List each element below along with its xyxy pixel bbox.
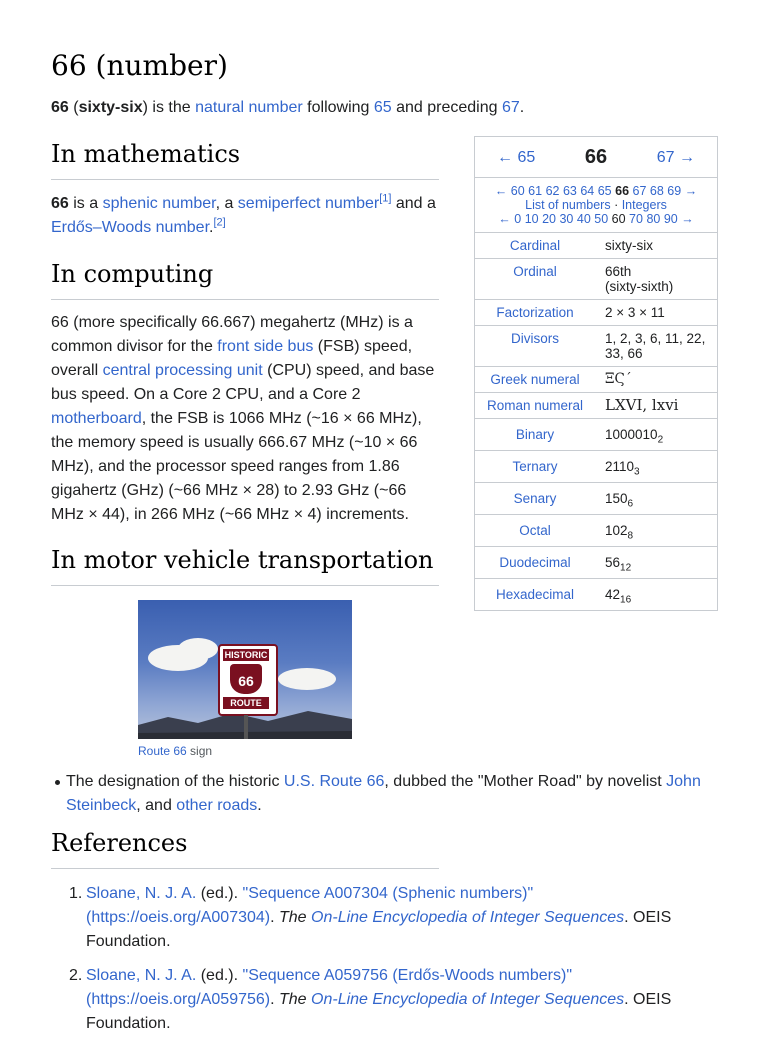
nav-decade-50[interactable]: 50 <box>594 212 609 226</box>
erdos-woods-number-link[interactable]: Erdős–Woods number <box>51 219 210 236</box>
reference-italic-the: The <box>279 909 312 926</box>
john-steinbeck-link[interactable]: John Steinbeck <box>66 773 701 814</box>
infobox-label-link[interactable]: Ternary <box>512 459 558 474</box>
base-value: 2110 <box>605 459 635 474</box>
base-subscript: 16 <box>620 594 632 606</box>
heading-computing: In computing <box>51 257 439 300</box>
infobox-value <box>595 550 717 575</box>
integers-link[interactable]: Integers <box>621 198 667 212</box>
base-subscript: 6 <box>627 498 634 510</box>
reference-text: . OEIS Foundation. <box>86 991 672 1032</box>
base-subscript: 8 <box>627 530 634 542</box>
nav-number-66-current: 66 <box>615 184 630 198</box>
infobox-label-link[interactable]: Hexadecimal <box>495 587 575 602</box>
nav-decade-60-current: 60 <box>611 212 626 226</box>
infobox-row-roman-numeral <box>475 393 717 419</box>
infobox-prev-link[interactable]: ← 65 <box>497 148 536 166</box>
sign-route-text: ROUTE <box>223 697 269 709</box>
nav-number-64[interactable]: 64 <box>580 184 595 198</box>
lead-bold-name: sixty-six <box>78 99 143 116</box>
infobox-label-link[interactable]: Cardinal <box>509 238 561 253</box>
infobox-row-binary <box>475 419 717 451</box>
infobox-label-link[interactable]: Factorization <box>496 305 574 320</box>
ordinal-value: 66th <box>605 264 632 279</box>
computing-text: (FSB) speed, overall <box>51 338 413 379</box>
reference-text: (ed.). <box>196 885 243 902</box>
sign-historic-text: HISTORIC <box>224 650 268 660</box>
infobox-value: 2 × 3 × 11 <box>605 305 665 320</box>
nav-right-arrow[interactable]: → <box>684 184 698 198</box>
infobox-label-link[interactable]: Divisors <box>510 331 559 346</box>
infobox-header <box>475 137 717 178</box>
front-side-bus-link[interactable]: front side bus <box>217 338 314 355</box>
ordinal-value-words: (sixty-sixth) <box>605 279 674 294</box>
nav-left-arrow[interactable]: ← <box>498 212 511 226</box>
base-value: 150 <box>605 491 628 506</box>
lead-paragraph <box>51 96 531 120</box>
caption-text: sign <box>186 744 213 758</box>
number-infobox <box>474 136 718 611</box>
infobox-value <box>595 422 717 447</box>
math-text: , a <box>215 195 238 212</box>
reference-item-2 <box>69 964 726 1036</box>
infobox-value <box>595 582 717 607</box>
heading-references: References <box>51 826 439 869</box>
sign-pole <box>244 715 248 739</box>
infobox-value <box>595 454 717 479</box>
infobox-value: ΞϚ´ <box>605 371 632 387</box>
base-value: 102 <box>605 523 628 538</box>
other-roads-link[interactable]: other roads <box>176 797 258 814</box>
nav-decade-40[interactable]: 40 <box>576 212 591 226</box>
heading-mathematics: In mathematics <box>51 137 439 180</box>
nav-left-arrow[interactable]: ← <box>494 184 508 198</box>
infobox-row-greek-numeral <box>475 367 717 393</box>
lead-text: following <box>302 99 374 116</box>
nav-decade-70[interactable]: 70 <box>629 212 643 226</box>
sign-shield <box>230 664 262 694</box>
nav-number-67[interactable]: 67 <box>632 184 647 198</box>
route-66-sign <box>218 644 278 716</box>
nav-number-60[interactable]: 60 <box>510 184 525 198</box>
infobox-row-octal <box>475 515 717 547</box>
bullet-text: , and <box>136 797 177 814</box>
nav-number-63[interactable]: 63 <box>562 184 577 198</box>
infobox-row-ternary <box>475 451 717 483</box>
nav-number-68[interactable]: 68 <box>649 184 664 198</box>
route-66-caption-link[interactable]: Route 66 <box>138 744 187 758</box>
infobox-label-link[interactable]: Ordinal <box>513 264 557 279</box>
nav-separator: · <box>610 198 622 212</box>
page-title: 66 (number) <box>51 49 228 82</box>
infobox-number-navigation <box>475 178 717 233</box>
oeis-a007304-link[interactable]: "Sequence A007304 (Sphenic numbers)" (https://oeis.org/A007304) <box>86 885 534 926</box>
nav-decade-90[interactable]: 90 <box>663 212 678 226</box>
reference-text: . <box>270 909 279 926</box>
nav-number-62[interactable]: 62 <box>545 184 560 198</box>
infobox-current-number: 66 <box>584 145 608 168</box>
oeis-work-link[interactable]: On-Line Encyclopedia of Integer Sequences <box>311 991 625 1008</box>
reference-text: . OEIS Foundation. <box>86 909 672 950</box>
reference-author-link[interactable]: Sloane, N. J. A. <box>86 885 197 902</box>
infobox-value: LXVI, lxvi <box>605 396 679 414</box>
reference-number: 1. <box>69 885 83 902</box>
infobox-label-link[interactable]: Greek numeral <box>490 372 580 387</box>
link-65[interactable]: 65 <box>373 99 392 116</box>
infobox-label-link[interactable]: Senary <box>513 491 557 506</box>
reference-text: . <box>270 991 279 1008</box>
infobox-label-link[interactable]: Duodecimal <box>499 555 571 570</box>
nav-decade-30[interactable]: 30 <box>559 212 574 226</box>
lead-text: . <box>519 99 525 116</box>
reference-author-link[interactable]: Sloane, N. J. A. <box>86 967 197 984</box>
natural-number-link[interactable]: natural number <box>195 99 303 116</box>
list-of-numbers-link[interactable]: List of numbers <box>525 198 611 212</box>
nav-number-69[interactable]: 69 <box>667 184 682 198</box>
infobox-row-duodecimal <box>475 547 717 579</box>
list-item <box>66 770 706 818</box>
base-subscript: 3 <box>634 466 640 478</box>
computing-text: 66 (more specifically 66.667) megahertz (MHz) is a common divisor for the <box>51 314 413 355</box>
base-value: 42 <box>605 587 621 602</box>
nav-decade-20[interactable]: 20 <box>542 212 556 226</box>
references-list <box>69 882 726 1046</box>
mathematics-paragraph <box>51 192 441 240</box>
lead-bold-number: 66 <box>51 99 69 116</box>
lead-text: ) is the <box>142 99 196 116</box>
infobox-row-divisors <box>475 326 717 367</box>
math-text: . <box>209 219 214 236</box>
reference-item-1 <box>69 882 726 954</box>
lead-text: and preceding <box>391 99 502 116</box>
nav-decade-10[interactable]: 10 <box>524 212 539 226</box>
cloud-shape <box>278 668 336 690</box>
semiperfect-number-link[interactable]: semiperfect number <box>237 195 380 212</box>
infobox-row-factorization <box>475 300 717 326</box>
computing-text: , the FSB is 1066 MHz (~16 × 66 MHz), the memory speed is usually 666.67 MHz (~10 × 66 MHz), and the processor speed ranges from 1.86 gigahertz (GHz) (~66 MHz × 28) to 2.93 GHz (~66 MHz × 44), in 266 MHz (~66 MHz × 4) increments. <box>51 410 422 523</box>
link-67[interactable]: 67 <box>501 99 520 116</box>
infobox-row-senary <box>475 483 717 515</box>
infobox-label-link[interactable]: Octal <box>519 523 551 538</box>
bullet-text: , dubbed the "Mother Road" by novelist <box>384 773 667 790</box>
image-caption <box>138 743 212 759</box>
infobox-value: sixty-six <box>605 238 653 253</box>
infobox-next-link[interactable]: 67 → <box>656 148 695 166</box>
computing-text: (CPU) speed, and base bus speed. On a Core 2 CPU, and a Core 2 <box>51 362 435 403</box>
nav-number-61[interactable]: 61 <box>528 184 543 198</box>
nav-decade-80[interactable]: 80 <box>646 212 661 226</box>
infobox-row-cardinal <box>475 233 717 259</box>
infobox-label-link[interactable]: Roman numeral <box>486 398 584 413</box>
nav-decade-0[interactable]: 0 <box>514 212 522 226</box>
sign-number: 66 <box>238 673 254 689</box>
citation-1-link[interactable]: [1] <box>379 192 392 205</box>
infobox-label-link[interactable]: Binary <box>515 427 555 442</box>
reference-italic-the: The <box>279 991 312 1008</box>
bullet-text: The designation of the historic <box>66 773 284 790</box>
base-subscript: 2 <box>657 434 664 446</box>
math-text: and a <box>391 195 436 212</box>
cpu-link[interactable]: central processing unit <box>102 362 263 379</box>
base-value: 56 <box>605 555 621 570</box>
math-text: is a <box>68 195 103 212</box>
reference-text: (ed.). <box>196 967 243 984</box>
motherboard-link[interactable]: motherboard <box>51 410 142 427</box>
nav-right-arrow[interactable]: → <box>681 212 694 226</box>
infobox-value <box>595 518 717 543</box>
route-66-sign-photo[interactable] <box>138 600 352 739</box>
lead-text: ( <box>68 99 79 116</box>
reference-number: 2. <box>69 967 83 984</box>
base-value: 1000010 <box>605 427 658 442</box>
cloud-shape <box>178 638 218 660</box>
heading-motor-vehicle: In motor vehicle transportation <box>51 543 439 586</box>
math-bold-number: 66 <box>51 195 69 212</box>
infobox-row-ordinal <box>475 259 717 300</box>
nav-number-65[interactable]: 65 <box>597 184 612 198</box>
infobox-row-hexadecimal <box>475 579 717 610</box>
oeis-work-link[interactable]: On-Line Encyclopedia of Integer Sequences <box>311 909 625 926</box>
bullet-text: . <box>257 797 262 814</box>
infobox-value <box>595 486 717 511</box>
sphenic-number-link[interactable]: sphenic number <box>102 195 216 212</box>
infobox-value: 1, 2, 3, 6, 11, 22, 33, 66 <box>605 331 706 361</box>
base-subscript: 12 <box>620 562 632 574</box>
computing-paragraph <box>51 311 441 527</box>
us-route-66-link[interactable]: U.S. Route 66 <box>283 773 385 790</box>
infobox-value <box>595 259 717 299</box>
citation-2-link[interactable]: [2] <box>213 216 226 229</box>
oeis-a059756-link[interactable]: "Sequence A059756 (Erdős-Woods numbers)" (https://oeis.org/A059756) <box>86 967 572 1008</box>
motor-bullet-list <box>66 770 706 818</box>
